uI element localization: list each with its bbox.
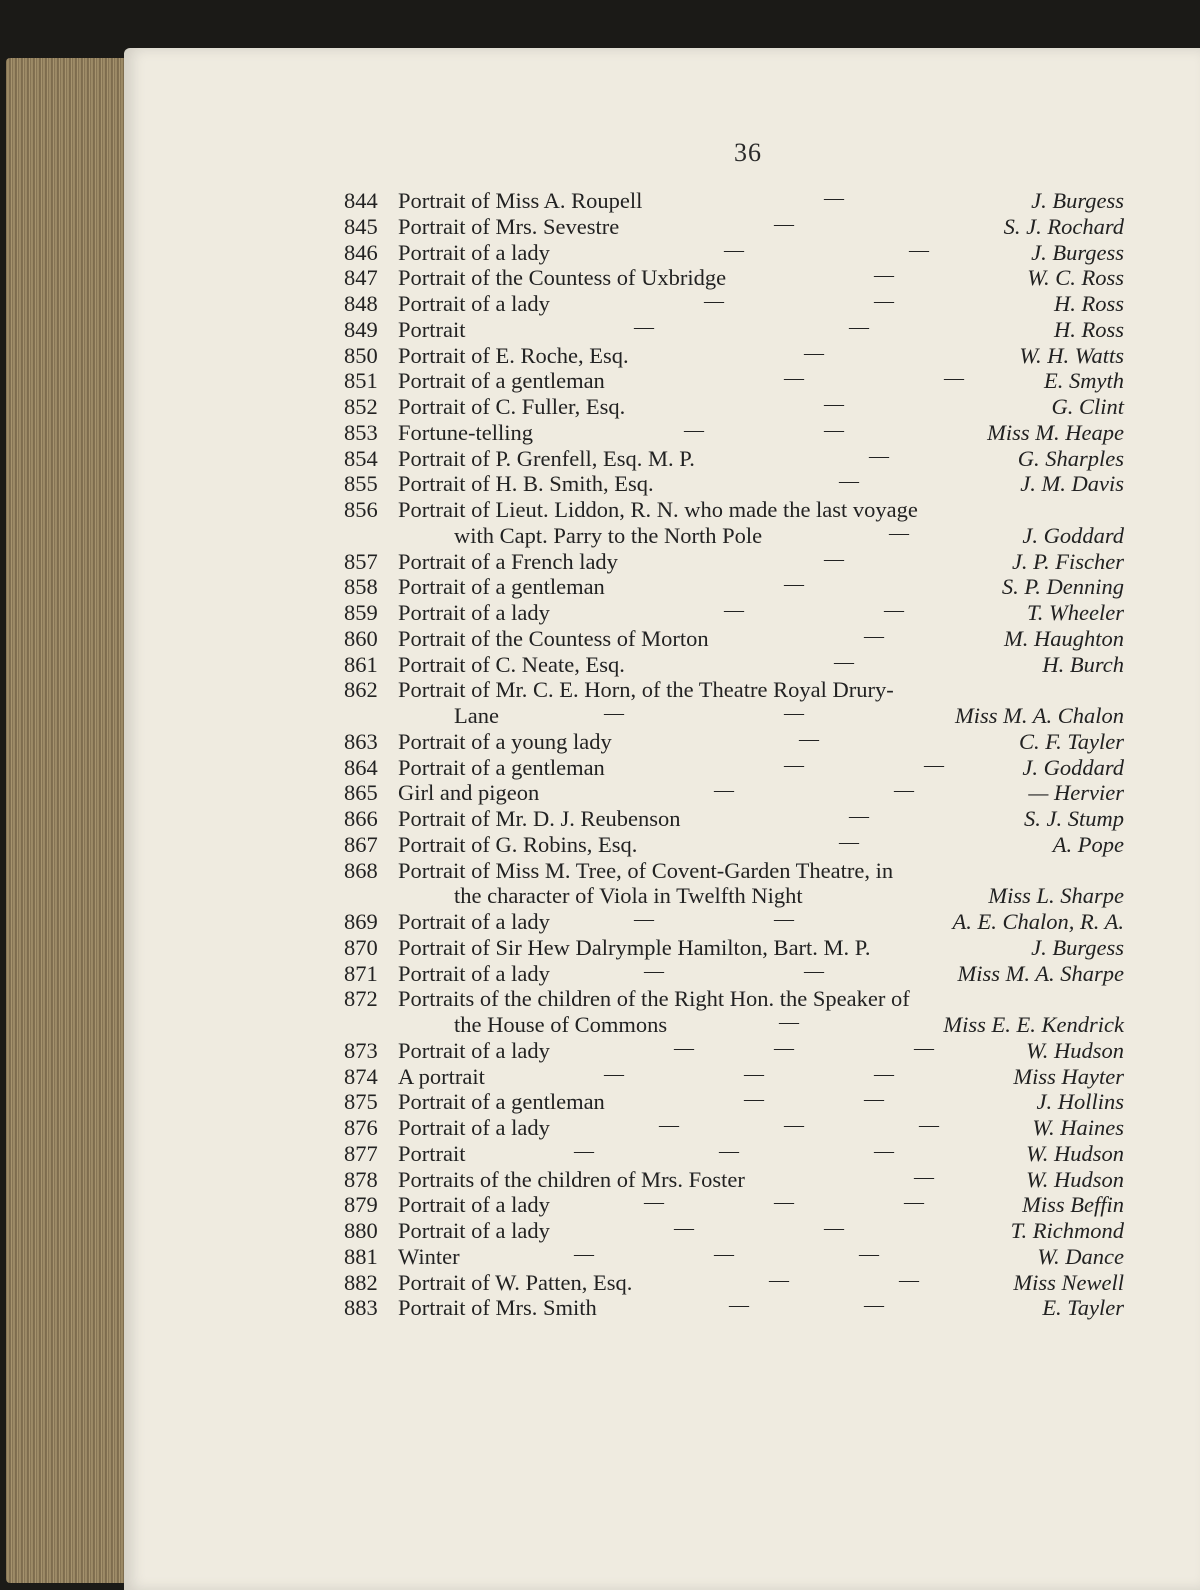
- catalogue-entry: [344, 574, 1124, 600]
- entry-title: Portrait of a gentleman: [398, 368, 605, 394]
- entry-artist: W. Hudson: [1026, 1166, 1124, 1192]
- leader-dash: —: [804, 959, 824, 982]
- entry-number: 878: [344, 1166, 378, 1192]
- entry-title: Portraits of the children of the Right Hon. the Speaker of: [398, 986, 910, 1012]
- entry-artist: S. J. Stump: [1024, 806, 1124, 831]
- entry-artist: W. Hudson: [1026, 1140, 1124, 1166]
- entry-title: Portrait of Mr. D. J. Reubenson: [398, 806, 681, 831]
- entry-title: Portrait of a lady: [398, 909, 550, 934]
- entry-title: Portrait of C. Fuller, Esq.: [398, 394, 626, 419]
- entry-number: 850: [344, 342, 378, 368]
- entry-title: Lane: [454, 703, 499, 728]
- entry-title: Portrait of Mr. C. E. Horn, of the Theatre Royal Drury-: [398, 677, 894, 703]
- entry-number: 877: [344, 1140, 378, 1166]
- catalogue-entry: [344, 1167, 1124, 1193]
- entry-number: 858: [344, 574, 378, 600]
- entry-number: 853: [344, 419, 378, 445]
- catalogue-entry: [344, 1244, 1124, 1270]
- entry-artist: Miss L. Sharpe: [988, 883, 1124, 909]
- entry-number: 865: [344, 780, 378, 806]
- catalogue-entry: [344, 703, 1124, 729]
- catalogue-entry: [344, 961, 1124, 987]
- leader-dash: —: [874, 264, 894, 287]
- entry-artist: J. Burgess: [1031, 239, 1124, 265]
- leader-dash: —: [909, 238, 929, 261]
- catalogue-entry: [344, 1064, 1124, 1090]
- entry-number: 866: [344, 806, 378, 831]
- leader-dash: —: [824, 1217, 844, 1239]
- leader-dash: —: [714, 1242, 734, 1265]
- catalogue-entry: [344, 935, 1124, 961]
- entry-title: Portrait of the Countess of Uxbridge: [398, 265, 727, 291]
- leader-dash: —: [924, 753, 944, 776]
- catalogue-entry: [344, 1038, 1124, 1064]
- entry-title: Portrait of Sir Hew Dalrymple Hamilton, Bart. M. P.: [398, 934, 871, 960]
- entry-title: Portrait of G. Robins, Esq.: [398, 831, 638, 857]
- entry-title: Portrait of C. Neate, Esq.: [398, 651, 625, 677]
- entry-title: Portrait: [398, 316, 466, 342]
- catalogue-entry: [344, 240, 1124, 266]
- leader-dash: —: [834, 650, 854, 673]
- leader-dash: —: [849, 315, 869, 338]
- entry-number: 844: [344, 188, 378, 213]
- entry-artist: Miss M. Heape: [987, 419, 1124, 445]
- leader-dash: —: [889, 521, 909, 544]
- catalogue-entry: [344, 188, 1124, 214]
- entry-number: 876: [344, 1115, 378, 1140]
- catalogue-entry: [344, 909, 1124, 935]
- entry-artist: J. Goddard: [1022, 522, 1124, 548]
- entry-number: 864: [344, 754, 378, 780]
- entry-artist: A. E. Chalon, R. A.: [952, 909, 1124, 934]
- catalogue-entry: [344, 986, 1124, 1012]
- leader-dash: —: [824, 418, 844, 441]
- entry-title: Winter: [398, 1243, 460, 1269]
- entry-title: Portrait of Mrs. Sevestre: [398, 213, 620, 239]
- entry-artist: S. J. Rochard: [1003, 213, 1124, 239]
- leader-dash: —: [714, 779, 734, 802]
- entry-title: Portrait of Lieut. Liddon, R. N. who made the last voyage: [398, 497, 918, 522]
- entry-number: 851: [344, 368, 378, 394]
- leader-dash: —: [839, 830, 859, 853]
- entry-artist: J. Burgess: [1031, 934, 1124, 960]
- leader-dash: —: [634, 908, 654, 930]
- catalogue-entry: [344, 780, 1124, 806]
- catalogue-entry: [344, 471, 1124, 497]
- catalogue-entry: [344, 1295, 1124, 1321]
- entry-title: Portrait of Miss M. Tree, of Covent-Garden Theatre, in: [398, 857, 894, 883]
- entry-title: with Capt. Parry to the North Pole: [454, 522, 763, 548]
- entry-number: 883: [344, 1295, 378, 1321]
- entry-number: 861: [344, 651, 378, 677]
- leader-dash: —: [634, 315, 654, 338]
- catalogue-entry: [344, 755, 1124, 781]
- entry-artist: G. Sharples: [1017, 445, 1124, 471]
- entry-title: Portrait of a gentleman: [398, 574, 605, 600]
- catalogue-entry: [344, 858, 1124, 884]
- entry-number: 882: [344, 1269, 378, 1295]
- entry-artist: H. Ross: [1053, 291, 1124, 316]
- catalogue-entry: [344, 1192, 1124, 1218]
- entry-title: the character of Viola in Twelfth Night: [454, 883, 803, 909]
- entry-artist: Miss Beffin: [1022, 1192, 1124, 1218]
- entry-artist: Miss M. A. Sharpe: [957, 960, 1124, 986]
- entry-number: 867: [344, 831, 378, 857]
- entry-title: Portrait of Miss A. Roupell: [398, 188, 643, 213]
- entry-artist: W. Hudson: [1026, 1037, 1124, 1063]
- entry-number: 863: [344, 728, 378, 754]
- entry-title: the House of Commons: [454, 1012, 668, 1037]
- entry-artist: J. M. Davis: [1020, 471, 1124, 497]
- leader-dash: —: [774, 212, 794, 235]
- leader-dash: —: [574, 1139, 594, 1162]
- entry-title: Portrait of a gentleman: [398, 754, 605, 780]
- entry-number: 859: [344, 600, 378, 625]
- leader-dash: —: [874, 290, 894, 312]
- entry-artist: — Hervier: [1028, 780, 1124, 806]
- entry-title: Fortune-telling: [398, 419, 533, 445]
- leader-dash: —: [784, 1114, 804, 1136]
- entry-artist: M. Haughton: [1004, 625, 1124, 651]
- leader-dash: —: [744, 1088, 764, 1111]
- entry-title: Portrait of a lady: [398, 239, 550, 265]
- entry-artist: E. Tayler: [1042, 1295, 1124, 1321]
- catalogue-entry: [344, 1270, 1124, 1296]
- catalogue-entry: [344, 343, 1124, 369]
- entry-number: 848: [344, 291, 378, 316]
- leader-dash: —: [799, 727, 819, 750]
- entry-number: 855: [344, 471, 378, 497]
- entry-number: 880: [344, 1218, 378, 1243]
- catalogue-entry: [344, 626, 1124, 652]
- catalogue-entry: [344, 1218, 1124, 1244]
- entry-title: Portrait of a lady: [398, 1115, 550, 1140]
- catalogue-entry: [344, 883, 1124, 909]
- entry-title: Portrait of E. Roche, Esq.: [398, 342, 629, 368]
- catalogue-entry: [344, 394, 1124, 420]
- catalogue-entry: [344, 832, 1124, 858]
- catalogue-entry: [344, 291, 1124, 317]
- entry-number: 845: [344, 213, 378, 239]
- entry-number: 849: [344, 316, 378, 342]
- leader-dash: —: [729, 1294, 749, 1317]
- entry-artist: A. Pope: [1052, 831, 1124, 857]
- entry-title: Portrait of a lady: [398, 1218, 550, 1243]
- catalogue-entry: [344, 317, 1124, 343]
- leader-dash: —: [864, 1294, 884, 1317]
- leader-dash: —: [769, 1268, 789, 1291]
- leader-dash: —: [919, 1114, 939, 1136]
- entry-artist: J. Hollins: [1036, 1089, 1124, 1115]
- entry-artist: T. Wheeler: [1026, 600, 1124, 625]
- entry-title: Portrait of a lady: [398, 1192, 550, 1218]
- entry-artist: Miss M. A. Chalon: [955, 703, 1124, 728]
- entry-title: Portraits of the children of Mrs. Foster: [398, 1166, 745, 1192]
- book-page-edges: [6, 58, 130, 1583]
- leader-dash: —: [904, 1191, 924, 1214]
- leader-dash: —: [784, 753, 804, 776]
- entry-artist: H. Burch: [1042, 651, 1124, 677]
- entry-number: 860: [344, 625, 378, 651]
- catalogue-entry: [344, 420, 1124, 446]
- catalogue-entry: [344, 1012, 1124, 1038]
- leader-dash: —: [674, 1217, 694, 1239]
- entry-title: Portrait of Mrs. Smith: [398, 1295, 597, 1321]
- leader-dash: —: [784, 573, 804, 596]
- leader-dash: —: [779, 1011, 799, 1033]
- catalogue-entries: [344, 188, 1124, 1321]
- leader-dash: —: [859, 1242, 879, 1265]
- leader-dash: —: [604, 1062, 624, 1085]
- leader-dash: —: [864, 1088, 884, 1111]
- catalogue-entry: [344, 600, 1124, 626]
- leader-dash: —: [849, 805, 869, 827]
- entry-title: A portrait: [398, 1063, 485, 1089]
- leader-dash: —: [839, 470, 859, 493]
- leader-dash: —: [894, 779, 914, 802]
- entry-number: 879: [344, 1192, 378, 1218]
- entry-number: 847: [344, 265, 378, 291]
- entry-artist: Miss E. E. Kendrick: [943, 1012, 1124, 1037]
- catalogue-entry: [344, 729, 1124, 755]
- entry-number: 875: [344, 1089, 378, 1115]
- entry-artist: T. Richmond: [1010, 1218, 1124, 1243]
- leader-dash: —: [804, 341, 824, 364]
- leader-dash: —: [914, 1165, 934, 1188]
- leader-dash: —: [824, 547, 844, 570]
- leader-dash: —: [899, 1268, 919, 1291]
- leader-dash: —: [724, 599, 744, 621]
- entry-number: 869: [344, 909, 378, 934]
- leader-dash: —: [644, 1191, 664, 1214]
- entry-artist: C. F. Tayler: [1018, 728, 1124, 754]
- catalogue-entry: [344, 1115, 1124, 1141]
- page-number: 36: [734, 138, 762, 167]
- leader-dash: —: [674, 1036, 694, 1059]
- entry-number: 846: [344, 239, 378, 265]
- catalogue-entry: [344, 265, 1124, 291]
- entry-title: Portrait of a lady: [398, 600, 550, 625]
- entry-number: 881: [344, 1243, 378, 1269]
- leader-dash: —: [774, 1191, 794, 1214]
- leader-dash: —: [719, 1139, 739, 1162]
- entry-artist: S. P. Denning: [1001, 574, 1124, 600]
- leader-dash: —: [784, 367, 804, 390]
- leader-dash: —: [784, 702, 804, 724]
- entry-number: 872: [344, 986, 378, 1012]
- catalogue-entry: [344, 652, 1124, 678]
- entry-artist: Miss Newell: [1013, 1269, 1124, 1295]
- leader-dash: —: [644, 959, 664, 982]
- entry-title: Portrait of a lady: [398, 960, 550, 986]
- entry-artist: E. Smyth: [1044, 368, 1124, 394]
- catalogue-entry: [344, 368, 1124, 394]
- leader-dash: —: [824, 393, 844, 415]
- entry-artist: W. C. Ross: [1027, 265, 1124, 291]
- catalogue-entry: [344, 677, 1124, 703]
- leader-dash: —: [874, 1139, 894, 1162]
- leader-dash: —: [774, 1036, 794, 1059]
- entry-number: 862: [344, 677, 378, 703]
- leader-dash: —: [824, 187, 844, 209]
- entry-title: Girl and pigeon: [398, 780, 540, 806]
- catalogue-entry: [344, 806, 1124, 832]
- entry-title: Portrait of a gentleman: [398, 1089, 605, 1115]
- leader-dash: —: [944, 367, 964, 390]
- leader-dash: —: [744, 1062, 764, 1085]
- catalogue-entry: [344, 497, 1124, 523]
- leader-dash: —: [604, 702, 624, 724]
- entry-artist: Miss Hayter: [1013, 1063, 1124, 1089]
- catalogue-entry: [344, 523, 1124, 549]
- leader-dash: —: [724, 238, 744, 261]
- entry-artist: H. Ross: [1053, 316, 1124, 342]
- leader-dash: —: [704, 290, 724, 312]
- leader-dash: —: [659, 1114, 679, 1136]
- entry-number: 873: [344, 1037, 378, 1063]
- entry-number: 854: [344, 445, 378, 471]
- leader-dash: —: [914, 1036, 934, 1059]
- entry-number: 871: [344, 960, 378, 986]
- entry-title: Portrait of the Countess of Morton: [398, 625, 709, 651]
- entry-artist: W. Dance: [1037, 1243, 1124, 1269]
- catalogue-entry: [344, 446, 1124, 472]
- entry-number: 852: [344, 394, 378, 419]
- entry-title: Portrait of H. B. Smith, Esq.: [398, 471, 654, 497]
- leader-dash: —: [684, 418, 704, 441]
- entry-title: Portrait of a French lady: [398, 548, 618, 574]
- entry-title: Portrait of a lady: [398, 1037, 550, 1063]
- leader-dash: —: [869, 444, 889, 467]
- entry-title: Portrait of a lady: [398, 291, 550, 316]
- entry-title: Portrait of P. Grenfell, Esq. M. P.: [398, 445, 695, 471]
- entry-artist: W. Haines: [1032, 1115, 1124, 1140]
- entry-number: 870: [344, 934, 378, 960]
- entry-number: 857: [344, 548, 378, 574]
- leader-dash: —: [864, 624, 884, 647]
- entry-artist: W. H. Watts: [1019, 342, 1124, 368]
- entry-artist: J. P. Fischer: [1011, 548, 1124, 574]
- entry-title: Portrait of W. Patten, Esq.: [398, 1269, 633, 1295]
- leader-dash: —: [874, 1062, 894, 1085]
- entry-number: 868: [344, 857, 378, 883]
- leader-dash: —: [574, 1242, 594, 1265]
- leader-dash: —: [774, 908, 794, 930]
- leader-dash: —: [884, 599, 904, 621]
- entry-number: 856: [344, 497, 378, 522]
- catalogue-entry: [344, 214, 1124, 240]
- catalogue-entry: [344, 1141, 1124, 1167]
- entry-artist: J. Goddard: [1022, 754, 1124, 780]
- entry-title: Portrait: [398, 1140, 466, 1166]
- entry-artist: G. Clint: [1051, 394, 1124, 419]
- entry-artist: J. Burgess: [1031, 188, 1124, 213]
- entry-title: Portrait of a young lady: [398, 728, 612, 754]
- catalogue-entry: [344, 1089, 1124, 1115]
- entry-number: 874: [344, 1063, 378, 1089]
- catalogue-entry: [344, 549, 1124, 575]
